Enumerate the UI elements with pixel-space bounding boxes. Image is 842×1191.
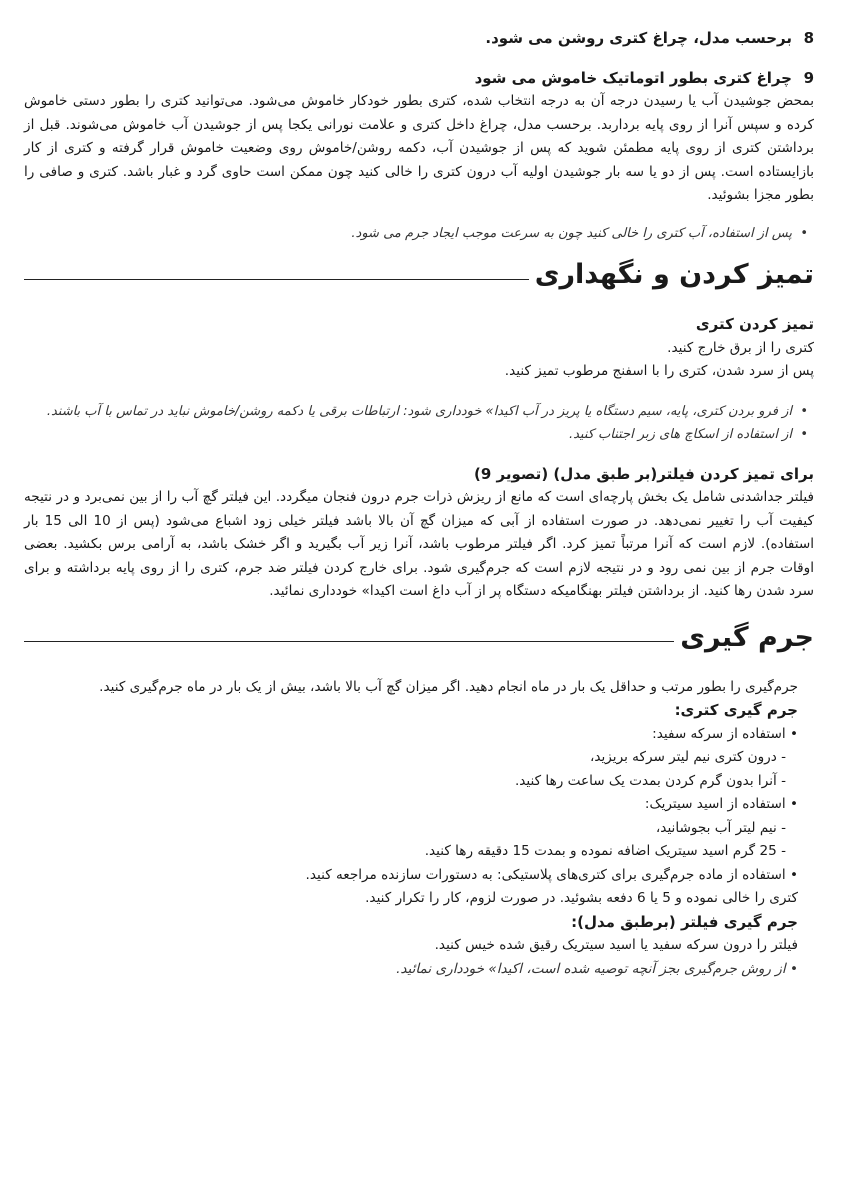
- descaling-section-heading: [24, 618, 814, 658]
- step-9-number: 9: [803, 69, 814, 87]
- kettle-cleaning-note-1: • از فرو بردن کتری، پایه، سیم دستگاه یا پریز در آب اکیدا» خودداری شود: ارتباطات برقی یا دکمه روشن/خاموش نباید در تماس با آب باشند.: [24, 400, 814, 424]
- vinegar-step-2: - آنرا بدون گرم کردن بمدت یک ساعت رها کنید.: [514, 772, 786, 789]
- filter-descaling-note: [24, 958, 798, 982]
- step-9-title: چراغ کتری بطور اتوماتیک خاموش می شود: [474, 69, 792, 87]
- descaling-heading-text: جرم گیری: [680, 621, 814, 653]
- citric-item: [24, 793, 798, 817]
- filter-cleaning-title: برای تمیز کردن فیلتر(بر طبق مدل) (تصویر 9): [474, 464, 814, 483]
- rinse-instruction: کتری را خالی نموده و 5 یا 6 دفعه بشوئید. در صورت لزوم، کار را تکرار کنید.: [365, 890, 798, 906]
- step-8-number: 8: [803, 29, 814, 47]
- cleaning-heading-text: تمیز کردن و نگهداری: [534, 259, 814, 290]
- step-9: [24, 66, 814, 90]
- vinegar-item: [24, 723, 798, 747]
- kettle-descaling-title: جرم گیری کتری:: [674, 701, 798, 719]
- kettle-cleaning-note-2: • از استفاده از اسکاچ های زبر اجتناب کنید.: [24, 423, 814, 447]
- citric-step-1: - نیم لیتر آب بجوشانید،: [655, 819, 786, 836]
- filter-cleaning-body: فیلتر جداشدنی شامل یک بخش پارچه‌ای است که مانع از ریزش ذرات جرم درون فنجان میگردد. این فیلتر گچ آب را از بین نمی‌برد و در نتیجه کیفیت آب را تغییر نمی‌دهد. در صورت استفاده از آبی که میزان گچ آن بالا باشد فیلتر خیلی زود اشباع می‌شود (پس از 10 الی 15 بار استفاده). لازم است که آنرا مرتباً تمیز کرد. اگر فیلتر مرطوب باشد، آنرا زیر آب بگیرید و اگر خشک باشد، به آرامی برس بکشید. بعضی اوقات جرم از بین نمی رود و در نتیجه لازم است که جرم‌گیری شود. برای خارج کردن فیلتر ضد جرم، کتری را از روی پایه برداشته و برای سرد شدن رها کنید. از برداشتن فیلتر بهنگامیکه دستگاه پر از آب داغ است اکیدا» خودداری نمائید.: [24, 489, 814, 599]
- vinegar-step-1: - درون کتری نیم لیتر سرکه بریزید،: [589, 749, 786, 765]
- step-9-body: بمحض جوشیدن آب یا رسیدن درجه آن به درجه انتخاب شده، کتری بطور خودکار خاموش می‌شود. می‌توانید کتری را بطور دستی خاموش کرده و سپس آنرا از روی پایه برداربد. برحسب مدل، چراغ داخل کتری و علامت نورانی یکجا پس از جوشیدن آب خاموش می‌شوند. قبل از برداشتن کتری از روی پایه مطمئن شوید که پس از جوشیدن آب، دکمه روشن/خاموش روی وضعیت خاموش قرار گرفته و کتری از کار بازایستاده است. پس از دو یا سه بار جوشیدن اولیه آب درون کتری را خالی کنید چون ممکن است حاوی گرد و غبار باشد. کتری و صافی را بطور مجزا بشوئید.: [24, 93, 814, 203]
- filter-descaling-note-text: از روش جرم‌گیری بجز آنچه توصیه شده است، اکیدا» خودداری نمائید.: [396, 960, 786, 977]
- step-9-notes: [24, 222, 814, 246]
- step-9-note: • پس از استفاده، آب کتری را خالی کنید چون به سرعت موجب ایجاد جرم می شود.: [24, 222, 814, 246]
- cleaning-heading-rule: [24, 279, 529, 280]
- step-8-text: برحسب مدل، چراغ کتری روشن می شود.: [485, 29, 792, 47]
- descaling-heading-rule: [24, 641, 674, 642]
- descaling-intro: جرم‌گیری را بطور مرتب و حداقل یک بار در ماه انجام دهید. اگر میزان گچ آب بالا باشد، بیش از یک بار در ماه جرم‌گیری کنید.: [99, 678, 798, 695]
- plastic-bullet: •: [785, 866, 798, 883]
- cleaning-section-heading: [24, 255, 814, 295]
- kettle-cleaning-notes: [24, 400, 814, 447]
- descaling-body: [24, 699, 814, 981]
- filter-descaling-body: فیلتر را درون سرکه سفید یا اسید سیتریک رقیق شده خیس کنید.: [434, 937, 798, 953]
- citric-steps: [24, 817, 798, 864]
- citric-bullet: •: [785, 796, 798, 812]
- vinegar-steps: [24, 746, 798, 793]
- kettle-cleaning-line-1: کتری را از برق خارج کنید.: [667, 339, 814, 356]
- citric-step-2: - 25 گرم اسید سیتریک اضافه نموده و بمدت 15 دقیقه رها کنید.: [424, 843, 786, 859]
- manual-page: [24, 26, 814, 981]
- filter-descaling-note-bullet: •: [785, 960, 798, 977]
- plastic-item: [24, 864, 798, 888]
- step-8: [24, 26, 814, 50]
- citric-title: استفاده از اسید سیتریک:: [644, 796, 786, 812]
- vinegar-bullet: •: [785, 725, 798, 742]
- kettle-cleaning-title: تمیز کردن کتری: [695, 315, 814, 333]
- plastic-text: استفاده از ماده جرم‌گیری برای کتری‌های پلاستیکی: به دستورات سازنده مراجعه کنید.: [305, 866, 786, 883]
- vinegar-title: استفاده از سرکه سفید:: [652, 725, 786, 742]
- filter-descaling-title: جرم گیری فیلتر (برطبق مدل):: [571, 912, 798, 931]
- kettle-cleaning-line-2: پس از سرد شدن، کتری را با اسفنج مرطوب تمیز کنید.: [504, 363, 814, 379]
